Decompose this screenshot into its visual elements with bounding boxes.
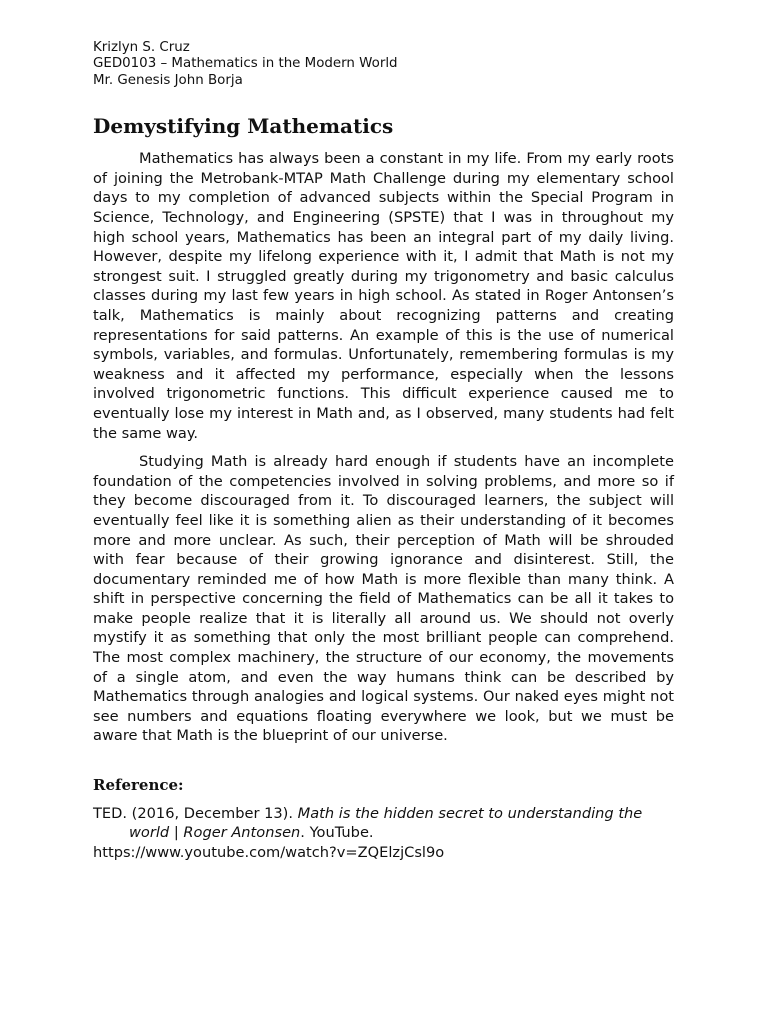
essay-title: Demystifying Mathematics <box>93 114 394 139</box>
reference-heading: Reference: <box>93 776 184 795</box>
author-name: Krizlyn S. Cruz <box>93 40 190 55</box>
instructor-name: Mr. Genesis John Borja <box>93 72 243 88</box>
reference-entry <box>93 804 674 862</box>
reference-url[interactable]: https://www.youtube.com/watch?v=ZQElzjCsl9o <box>93 843 445 861</box>
course-title: GED0103 – Mathematics in the Modern World <box>93 56 398 72</box>
reference-prefix: TED. (2016, December 13). <box>93 805 298 823</box>
document-page <box>93 40 674 862</box>
body-paragraph-1: Mathematics has always been a constant in my life. From my early roots of joining the Metrobank-MTAP Math Challenge during my elementary school days to my completion of advanced subjects within the Special Program in Science, Technology, and Engineering (SPSTE) that I was in throughout my high school years, Mathematics has been an integral part of my daily living. However, despite my lifelong experience with it, I admit that Math is not my strongest suit. I struggled greatly during my trigonometry and basic calculus classes during my last few years in high school. As stated in Roger Antonsen’s talk, Mathematics is mainly about recognizing patterns and creating representations for said patterns. An example of this is the use of numerical symbols, variables, and formulas. Unfortunately, remembering formulas is my weakness and it affected my performance, especially when the lessons involved trigonometric functions. This difficult experience caused me to eventually lose my interest in Math and, as I observed, many students had felt the same way. <box>93 150 674 442</box>
body-paragraph-2: Studying Math is already hard enough if students have an incomplete foundation of the competencies involved in solving problems, and more so if they become discouraged from it. To discouraged learners, the subject will eventually feel like it is something alien as their understanding of it becomes more and more unclear. As such, their perception of Math will be shrouded with fear because of their growing ignorance and disinterest. Still, the documentary reminded me of how Math is more flexible than many think. A shift in perspective concerning the field of Mathematics can be all it takes to make people realize that it is literally all around us. We should not overly mystify it as something that only the most brilliant people can comprehend. The most complex machinery, the structure of our economy, the movements of a single atom, and even the way humans think can be described by Mathematics through analogies and logical systems. Our naked eyes might not see numbers and equations floating everywhere we look, but we must be aware that Math is the blueprint of our universe. <box>93 453 674 745</box>
reference-italic-title: Math is the hidden secret to understanding the world | Roger Antonsen <box>129 805 643 842</box>
reference-suffix: . YouTube. <box>300 824 374 842</box>
